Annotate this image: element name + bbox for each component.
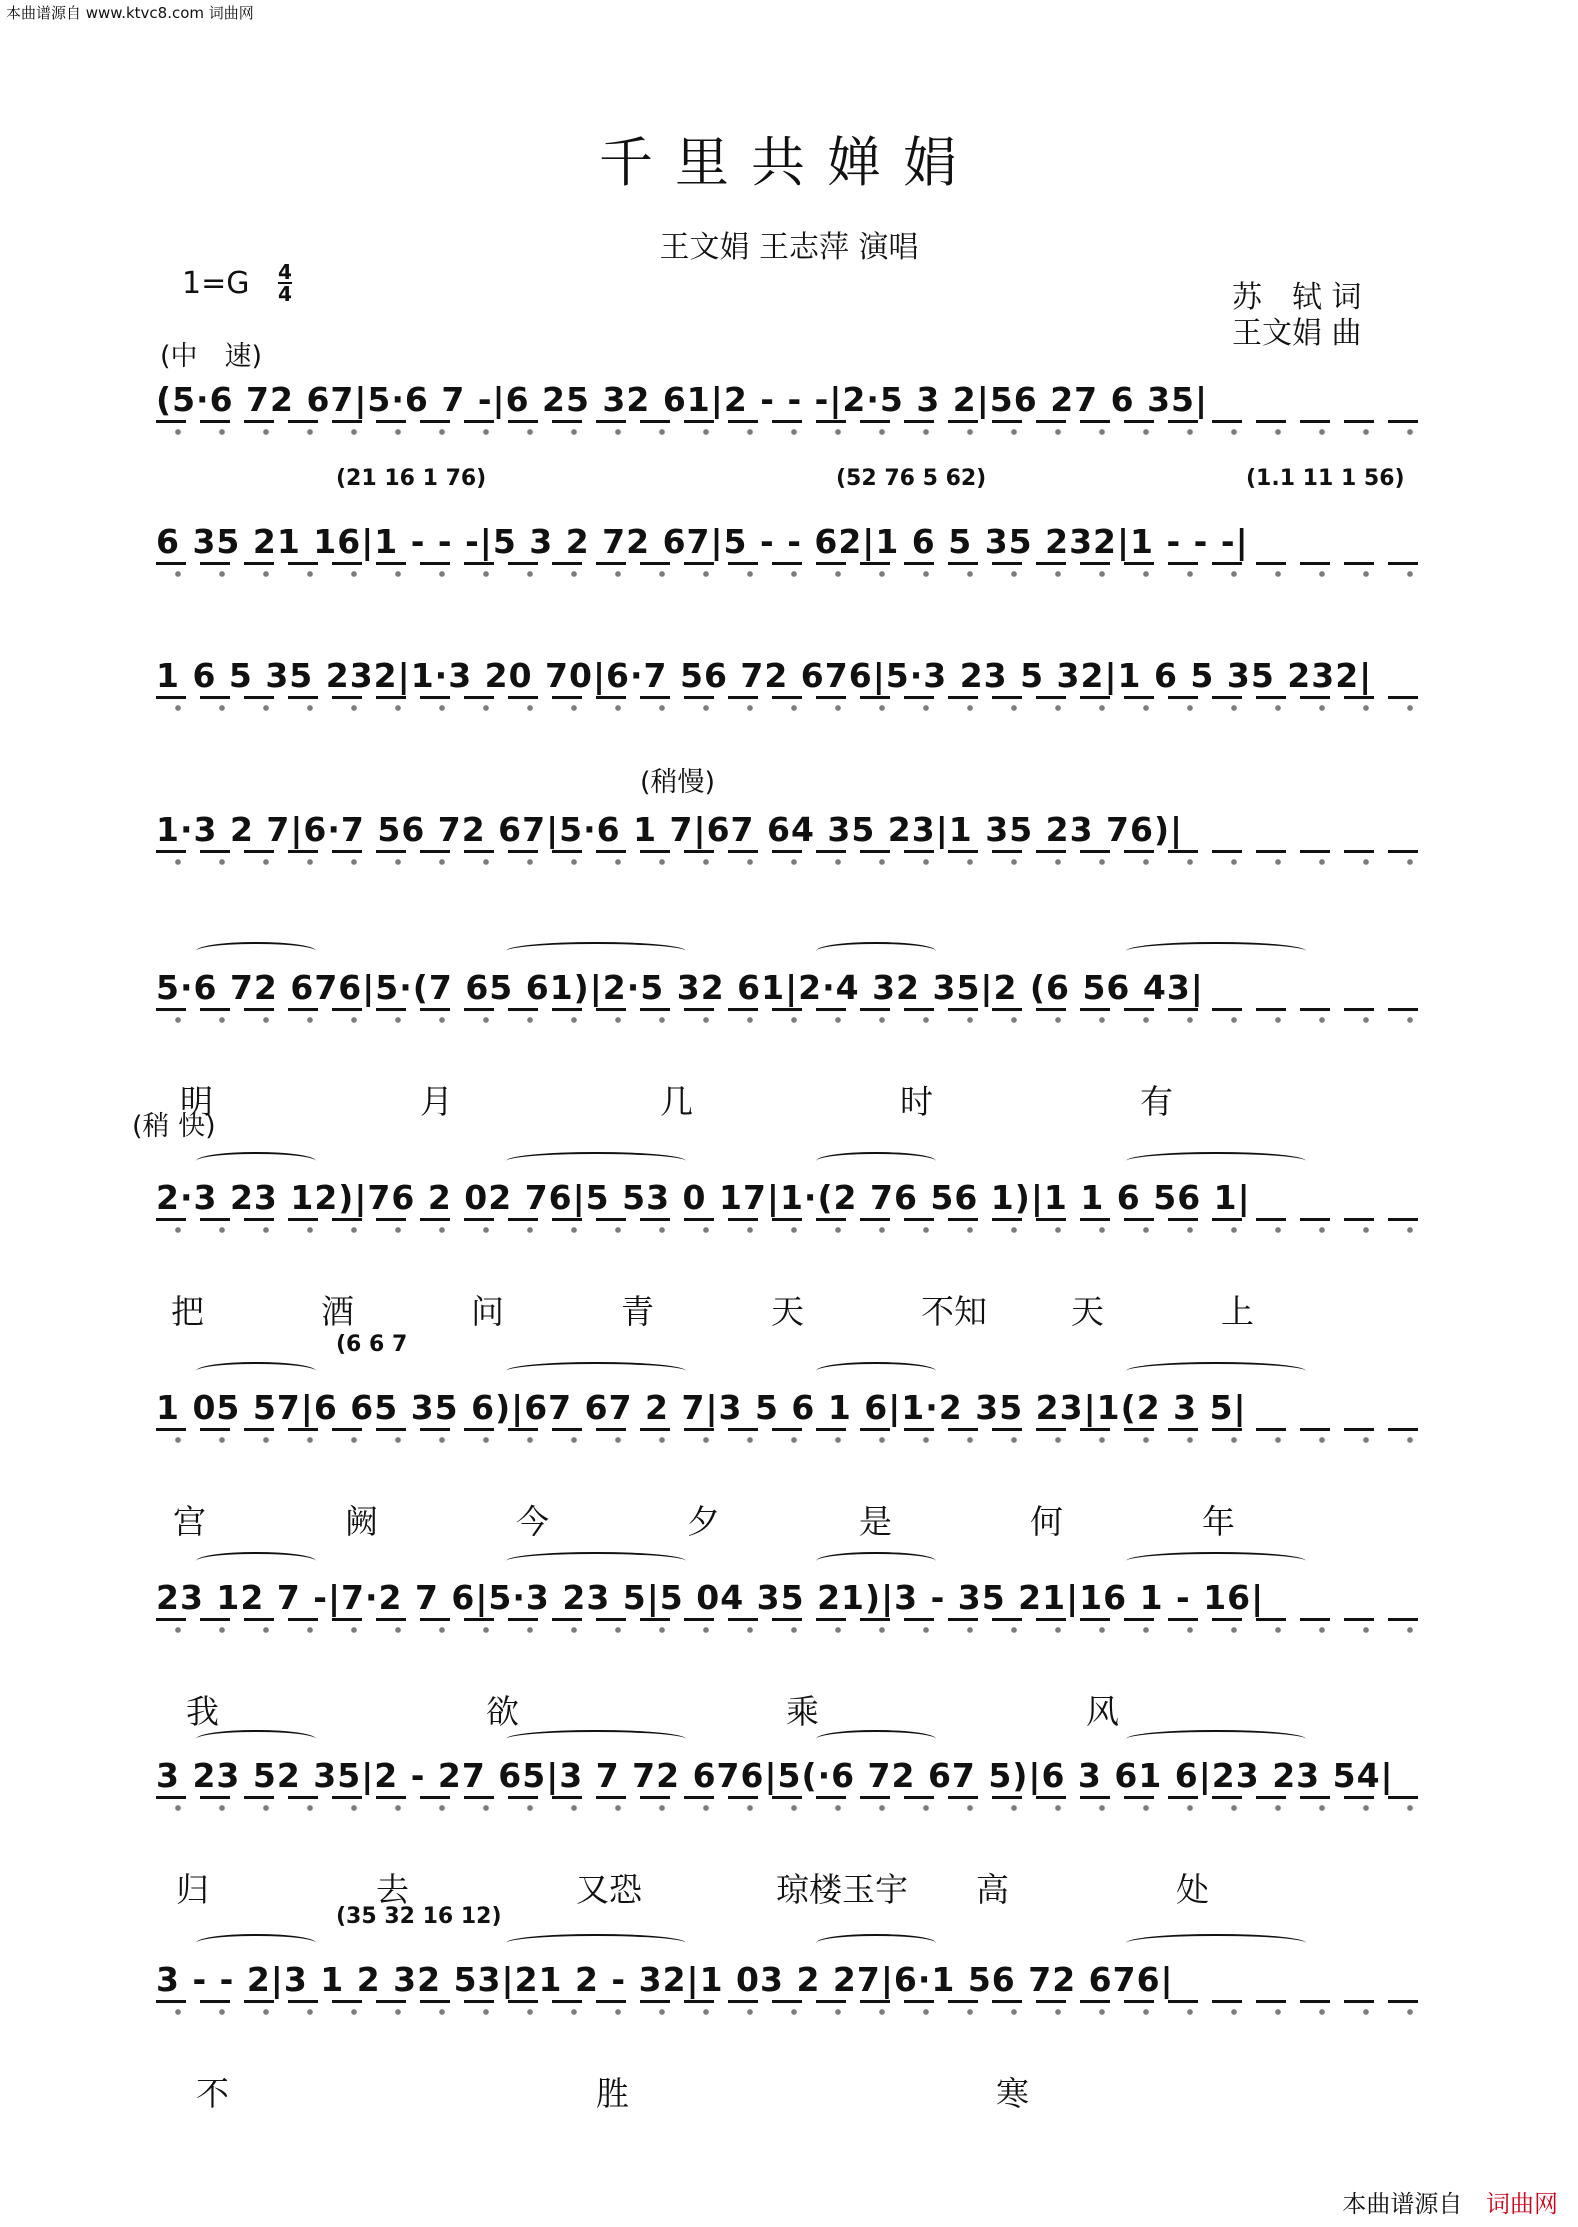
- tempo-marking-moderate: (中 速): [160, 341, 263, 372]
- grace-ornament: (21 16 1 76): [336, 466, 487, 491]
- lyric-word: 寒: [996, 2074, 1029, 2113]
- grace-ornament: (52 76 5 62): [836, 466, 987, 491]
- song-title: 千里共婵娟: [599, 131, 979, 194]
- lyric-word: 青: [621, 1292, 654, 1331]
- duration-underlines: [156, 696, 1432, 699]
- watermark-top: 本曲谱源自 www.ktvc8.com 词曲网: [6, 4, 254, 22]
- lyric-word: 欲: [486, 1692, 519, 1731]
- notation-line: (5·6 72 67|5·6 7 -|6 25 32 61|2 - - -|2·5 3 2|56 27 6 35|: [156, 380, 1209, 419]
- composer-credit: 王文娟 曲: [1232, 316, 1362, 351]
- lyric-word: 又恐: [576, 1870, 642, 1909]
- performers: 王文娟 王志萍 演唱: [659, 230, 919, 265]
- slur-mark: [816, 942, 936, 960]
- slur-mark: [196, 1362, 316, 1380]
- notation-line: 6 35 21 16|1 - - -|5 3 2 72 67|5 - - 62|1 6 5 35 232|1 - - -|: [156, 522, 1249, 561]
- slur-mark: [196, 1552, 316, 1570]
- slur-mark: [1126, 942, 1306, 960]
- time-signature: [278, 262, 292, 304]
- score-row: [156, 1578, 1432, 1731]
- lyrics-line: [156, 1496, 1432, 1541]
- notation-line: 5·6 72 676|5·(7 65 61)|2·5 32 61|2·4 32 35|2 (6 56 43|: [156, 968, 1204, 1007]
- octave-dots: [156, 702, 1432, 718]
- lyric-word: 去: [376, 1870, 409, 1909]
- lyric-word: 阙: [345, 1502, 378, 1541]
- lyricist-credit: 苏 轼 词: [1232, 280, 1362, 315]
- duration-underlines: [156, 1008, 1432, 1011]
- lyrics-line: [156, 1076, 1432, 1121]
- slur-mark: [816, 1362, 936, 1380]
- notation-line: 3 23 52 35|2 - 27 65|3 7 72 676|5(·6 72 67 5)|6 3 61 6|23 23 54|: [156, 1756, 1394, 1795]
- slur-mark: [506, 942, 686, 960]
- score-row: [156, 968, 1432, 1121]
- slur-mark: [816, 1552, 936, 1570]
- notation-line: 1 05 57|6 65 35 6)|67 67 2 7|3 5 6 1 6|1·2 35 23|1(2 3 5|: [156, 1388, 1247, 1427]
- octave-dots: [156, 1434, 1432, 1450]
- slur-mark: [816, 1730, 936, 1748]
- slur-mark: [1126, 1934, 1306, 1952]
- lyric-word: 月: [420, 1082, 453, 1121]
- slur-mark: [506, 1362, 686, 1380]
- slur-mark: [1126, 1362, 1306, 1380]
- slur-mark: [1126, 1730, 1306, 1748]
- lyric-word: 是: [859, 1502, 892, 1541]
- duration-underlines: [156, 850, 1432, 853]
- octave-dots: [156, 2006, 1432, 2022]
- octave-dots: [156, 1624, 1432, 1640]
- octave-dots: [156, 1224, 1432, 1240]
- lyric-word: 酒: [321, 1292, 354, 1331]
- footer-credit: [1342, 2184, 1558, 2219]
- slur-mark: [196, 942, 316, 960]
- duration-underlines: [156, 1218, 1432, 1221]
- notation-line: 3 - - 2|3 1 2 32 53|21 2 - 32|1 03 2 27|6·1 56 72 676|: [156, 1960, 1174, 1999]
- lyrics-line: [156, 764, 1432, 804]
- lyric-word: 乘: [786, 1692, 819, 1731]
- lyrics-line: [156, 1864, 1432, 1909]
- duration-underlines: [156, 1618, 1432, 1621]
- tempo-marking-slower: (稍慢): [640, 767, 716, 798]
- key-signature: 1=G: [182, 266, 250, 301]
- octave-dots: [156, 568, 1432, 584]
- octave-dots: [156, 1802, 1432, 1818]
- lyric-word: 天: [771, 1292, 804, 1331]
- notation-line: 1 6 5 35 232|1·3 20 70|6·7 56 72 676|5·3 23 5 32|1 6 5 35 232|: [156, 656, 1373, 695]
- slur-mark: [816, 1152, 936, 1170]
- lyric-word: 今: [516, 1502, 549, 1541]
- slur-mark: [196, 1934, 316, 1952]
- score-row: [156, 1756, 1432, 1909]
- lyric-word: 年: [1202, 1502, 1235, 1541]
- slur-mark: [1126, 1552, 1306, 1570]
- lyric-word: 琼楼玉宇: [776, 1870, 908, 1909]
- lyrics-line: [156, 1686, 1432, 1731]
- lyric-word: 宫: [173, 1502, 206, 1541]
- lyric-word: 风: [1086, 1692, 1119, 1731]
- slur-mark: [816, 1934, 936, 1952]
- lyric-word: 夕: [687, 1502, 720, 1541]
- slur-mark: [506, 1934, 686, 1952]
- slur-mark: [506, 1552, 686, 1570]
- grace-ornament: (35 32 16 12): [336, 1904, 502, 1929]
- lyric-word: 胜: [596, 2074, 629, 2113]
- score-row: [156, 656, 1432, 776]
- lyrics-line: [156, 1286, 1432, 1331]
- slur-mark: [1126, 1152, 1306, 1170]
- time-sig-top: 4: [278, 260, 292, 284]
- duration-underlines: [156, 2000, 1432, 2003]
- score-row: [156, 466, 1432, 642]
- lyric-word: 问: [471, 1292, 504, 1331]
- lyric-word: 有: [1140, 1082, 1173, 1121]
- octave-dots: [156, 856, 1432, 872]
- lyric-word: 上: [1221, 1292, 1254, 1331]
- lyric-word: 明: [180, 1082, 213, 1121]
- score-row: [156, 1904, 1432, 2113]
- score-row: [156, 1178, 1432, 1331]
- lyric-word: 处: [1176, 1870, 1209, 1909]
- footer-source: 本曲谱源自: [1342, 2190, 1463, 2218]
- score-row: [156, 1332, 1432, 1541]
- octave-dots: [156, 1014, 1432, 1030]
- lyric-word: 不: [196, 2074, 229, 2113]
- notation-line: 2·3 23 12)|76 2 02 76|5 53 0 17|1·(2 76 56 1)|1 1 6 56 1|: [156, 1178, 1251, 1217]
- slur-mark: [196, 1730, 316, 1748]
- lyrics-line: [156, 2068, 1432, 2113]
- grace-ornament: (6 6 7: [336, 1332, 408, 1357]
- notation-line: 23 12 7 -|7·2 7 6|5·3 23 5|5 04 35 21)|3 - 35 21|16 1 - 16|: [156, 1578, 1265, 1617]
- footer-site: 词曲网: [1486, 2190, 1558, 2218]
- lyric-word: 我: [186, 1692, 219, 1731]
- lyric-word: 高: [976, 1870, 1009, 1909]
- lyric-word: 不知: [921, 1292, 987, 1331]
- lyric-word: 何: [1030, 1502, 1063, 1541]
- time-sig-bottom: 4: [278, 282, 292, 306]
- octave-dots: [156, 426, 1432, 442]
- duration-underlines: [156, 420, 1432, 423]
- lyric-word: 时: [900, 1082, 933, 1121]
- lyric-word: 天: [1071, 1292, 1104, 1331]
- lyric-word: 几: [660, 1082, 693, 1121]
- duration-underlines: [156, 562, 1432, 565]
- duration-underlines: [156, 1428, 1432, 1431]
- slur-mark: [506, 1730, 686, 1748]
- tempo-marking-faster: (稍 快): [132, 1111, 216, 1142]
- lyric-word: 把: [171, 1292, 204, 1331]
- duration-underlines: [156, 1796, 1432, 1799]
- lyric-word: 归: [176, 1870, 209, 1909]
- score-row: [156, 810, 1432, 930]
- notation-line: 1·3 2 7|6·7 56 72 67|5·6 1 7|67 64 35 23|1 35 23 76)|: [156, 810, 1184, 849]
- grace-ornament: (1.1 11 1 56): [1246, 466, 1405, 491]
- slur-mark: [506, 1152, 686, 1170]
- slur-mark: [196, 1152, 316, 1170]
